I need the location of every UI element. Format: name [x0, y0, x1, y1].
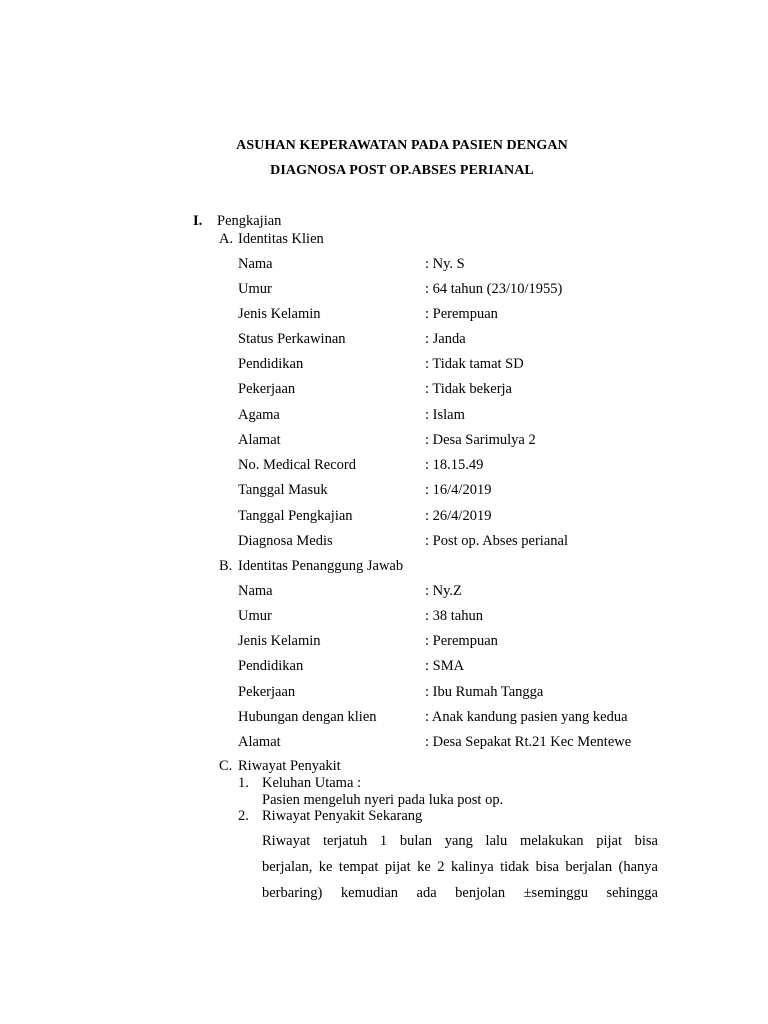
- field-label: Tanggal Pengkajian: [238, 508, 353, 524]
- subsection-heading-identitas-klien: Identitas Klien: [238, 231, 324, 247]
- field-value: : 18.15.49: [425, 457, 484, 473]
- field-value: : Tidak bekerja: [425, 381, 512, 397]
- subsection-letter-b: B.: [219, 558, 233, 574]
- document-title-line-2: DIAGNOSA POST OP.ABSES PERIANAL: [270, 163, 534, 178]
- field-label: Nama: [238, 583, 273, 599]
- field-value: : Ibu Rumah Tangga: [425, 684, 544, 700]
- field-value: : 64 tahun (23/10/1955): [425, 281, 563, 297]
- field-label: Alamat: [238, 734, 281, 750]
- field-label: No. Medical Record: [238, 457, 356, 473]
- subsection-letter-a: A.: [219, 231, 234, 247]
- subsection-heading-riwayat-penyakit: Riwayat Penyakit: [238, 758, 341, 774]
- riwayat-sekarang-line: berbaring) kemudian ada benjolan ±seminggu sehingga: [262, 885, 658, 901]
- subsection-letter-c: C.: [219, 758, 233, 774]
- field-value: : 38 tahun: [425, 608, 483, 624]
- field-label: Pekerjaan: [238, 381, 296, 397]
- subsection-heading-identitas-penanggung-jawab: Identitas Penanggung Jawab: [238, 558, 404, 574]
- field-label: Nama: [238, 256, 273, 272]
- field-label: Pendidikan: [238, 658, 304, 674]
- field-label: Tanggal Masuk: [238, 482, 328, 498]
- field-value: : Janda: [425, 331, 466, 347]
- riwayat-sekarang-line: berjalan, ke tempat pijat ke 2 kalinya tidak bisa berjalan (hanya: [262, 859, 658, 875]
- field-value: : Tidak tamat SD: [425, 356, 524, 372]
- riwayat-sekarang-title: Riwayat Penyakit Sekarang: [262, 808, 423, 824]
- field-value: : Perempuan: [425, 633, 498, 649]
- field-value: : Islam: [425, 407, 465, 423]
- field-value: : 16/4/2019: [425, 482, 492, 498]
- field-label: Status Perkawinan: [238, 331, 346, 347]
- field-label: Pekerjaan: [238, 684, 296, 700]
- field-value: : 26/4/2019: [425, 508, 492, 524]
- document-title-line-1: ASUHAN KEPERAWATAN PADA PASIEN DENGAN: [236, 138, 568, 153]
- riwayat-sekarang-line: Riwayat terjatuh 1 bulan yang lalu melakukan pijat bisa: [262, 833, 658, 849]
- field-label: Agama: [238, 407, 280, 423]
- section-number: I.: [193, 213, 203, 229]
- field-label: Pendidikan: [238, 356, 304, 372]
- field-label: Jenis Kelamin: [238, 633, 321, 649]
- field-value: : Desa Sarimulya 2: [425, 432, 536, 448]
- field-value: : Perempuan: [425, 306, 498, 322]
- list-item-number: 2.: [238, 808, 249, 824]
- field-label: Alamat: [238, 432, 281, 448]
- field-label: Hubungan dengan klien: [238, 709, 377, 725]
- list-item-number: 1.: [238, 775, 249, 791]
- field-value: : Ny.Z: [425, 583, 462, 599]
- field-label: Jenis Kelamin: [238, 306, 321, 322]
- keluhan-utama-text: Pasien mengeluh nyeri pada luka post op.: [262, 792, 504, 808]
- section-heading: Pengkajian: [217, 213, 282, 229]
- field-value: : Post op. Abses perianal: [425, 533, 568, 549]
- field-value: : Anak kandung pasien yang kedua: [425, 709, 628, 725]
- field-value: : SMA: [425, 658, 465, 674]
- field-value: : Desa Sepakat Rt.21 Kec Mentewe: [425, 734, 632, 750]
- field-label: Umur: [238, 608, 272, 624]
- field-label: Umur: [238, 281, 272, 297]
- field-value: : Ny. S: [425, 256, 465, 272]
- field-label: Diagnosa Medis: [238, 533, 333, 549]
- keluhan-utama-title: Keluhan Utama :: [262, 775, 362, 791]
